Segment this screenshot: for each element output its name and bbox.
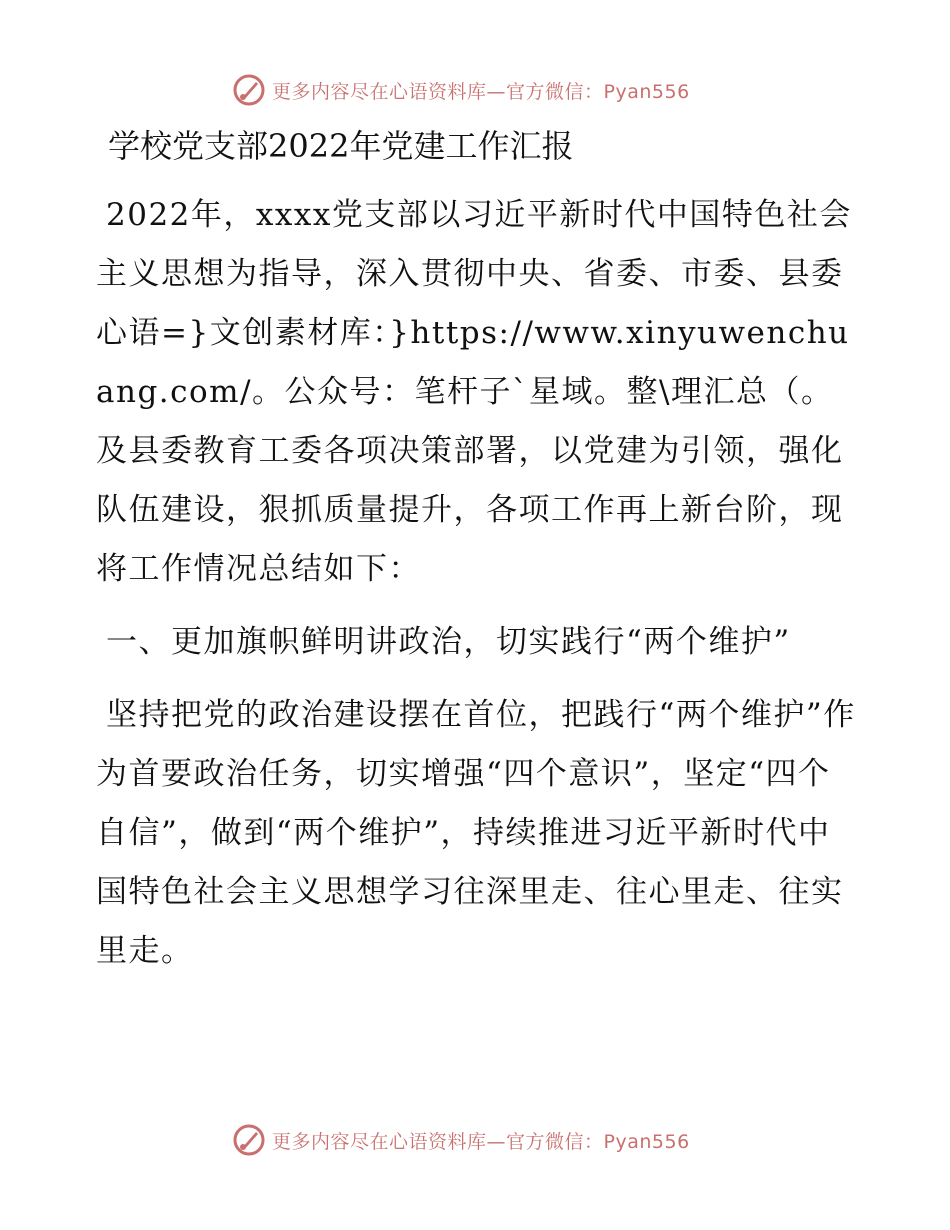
quill-seal-icon [232,1123,266,1157]
banner-text: 更多内容尽在心语资料库—官方微信：Pyan556 [272,80,690,103]
wechat-id: Pyan556 [603,1130,690,1153]
document-body [96,120,856,995]
section-heading: 一、更加旗帜鲜明讲政治，切实践行“两个维护” [106,624,791,660]
wechat-id: Pyan556 [603,80,690,103]
header-banner [232,70,752,110]
section-paragraph: 坚持把党的政治建设摆在首位，把践行“两个维护”作为首要政治任务，切实增强“四个意识”，坚定“四个自信”，做到“两个维护”，持续推进习近平新时代中国特色社会主义思想学习往深里走、往心里走、往实里走。 [96,697,856,969]
document-title: 学校党支部2022年党建工作汇报 [108,127,574,165]
quill-seal-icon [232,73,266,107]
footer-banner [232,1120,752,1160]
intro-paragraph: 2022年，xxxx党支部以习近平新时代中国特色社会主义思想为指导，深入贯彻中央、省委、市委、县委心语=}文创素材库：}https://www.xinyuwenchuang.com/。公众号：笔杆子`星域。整\理汇总（。及县委教育工委各项决策部署，以党建为引领，强化队伍建设，狠抓质量提升，各项工作再上新台阶，现将工作情况总结如下： [96,197,852,587]
banner-text: 更多内容尽在心语资料库—官方微信：Pyan556 [272,1130,690,1153]
